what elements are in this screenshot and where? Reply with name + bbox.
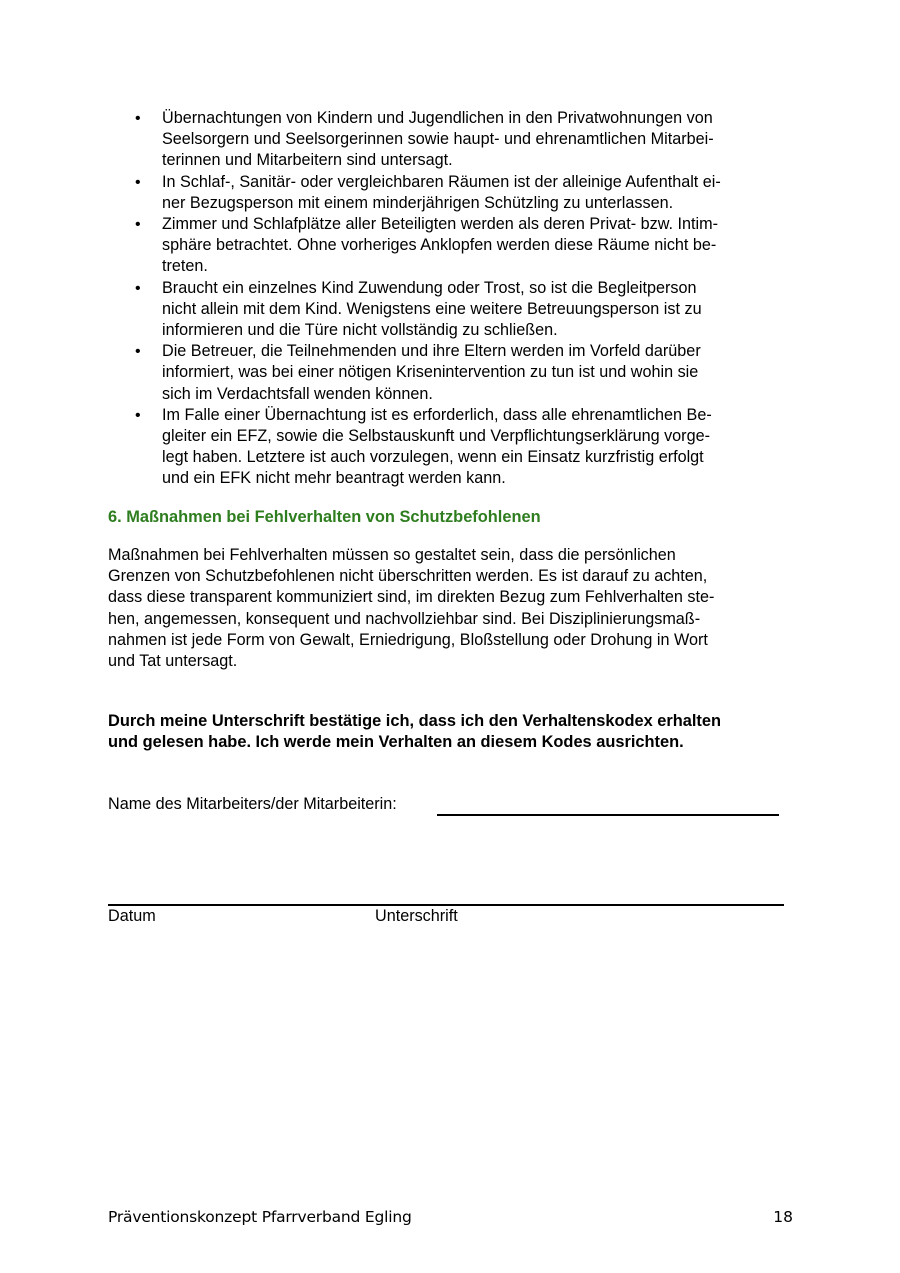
bullet-list [132,108,792,490]
list-item-line: sich im Verdachtsfall wenden können. [162,384,433,403]
list-item [132,172,792,214]
list-item-line: terinnen und Mitarbeitern sind untersagt. [162,151,453,170]
list-item-line: legt haben. Letztere ist auch vorzulegen, wenn ein Einsatz kurzfristig erfolgt [162,448,704,467]
list-item [132,214,792,278]
list-item-line: Übernachtungen von Kindern und Jugendlichen in den Privatwohnungen von [162,109,713,127]
bullet-icon: • [135,343,141,361]
section-heading: 6. Maßnahmen bei Fehlverhalten von Schutzbefohlenen [108,508,541,526]
list-item-line: informieren und die Türe nicht vollständig zu schließen. [162,321,558,340]
list-item-line: Die Betreuer, die Teilnehmenden und ihre Eltern werden im Vorfeld darüber [162,342,701,361]
list-item-line: sphäre betrachtet. Ohne vorheriges Anklopfen werden diese Räume nicht be- [162,236,717,255]
list-item-line: gleiter ein EFZ, sowie die Selbstauskunft und Verpflichtungserklärung vorge- [162,427,710,446]
date-signature-line[interactable] [108,904,784,906]
paragraph-line: Grenzen von Schutzbefohlenen nicht überschritten werden. Es ist darauf zu achten, [108,567,708,586]
list-item-line: Seelsorgern und Seelsorgerinnen sowie haupt- und ehrenamtlichen Mitarbei- [162,130,714,149]
confirmation-line: und gelesen habe. Ich werde mein Verhalten an diesem Kodes ausrichten. [108,733,684,752]
list-item-line: Zimmer und Schlafplätze aller Beteiligten werden als deren Privat- bzw. Intim- [162,215,719,234]
list-item-line: nicht allein mit dem Kind. Wenigstens eine weitere Betreuungsperson ist zu [162,299,702,318]
signature-label: Unterschrift [375,907,458,925]
confirmation-line: Durch meine Unterschrift bestätige ich, dass ich den Verhaltenskodex erhalten [108,712,722,730]
paragraph-line: hen, angemessen, konsequent und nachvollziehbar sind. Bei Disziplinierungsmaß- [108,609,701,628]
bullet-icon: • [135,406,141,424]
paragraph-line: nahmen ist jede Form von Gewalt, Erniedrigung, Bloßstellung oder Drohung in Wort [108,630,708,649]
list-item [132,405,792,490]
list-item-line: ner Bezugsperson mit einem minderjährigen Schützling zu unterlassen. [162,193,674,212]
list-item [132,108,792,172]
list-item [132,278,792,342]
paragraph-line: Maßnahmen bei Fehlverhalten müssen so gestaltet sein, dass die persönlichen [108,546,676,564]
list-item [132,341,792,405]
employee-name-field[interactable] [437,814,779,816]
bullet-icon: • [135,216,141,234]
list-item-line: Braucht ein einzelnes Kind Zuwendung oder Trost, so ist die Begleitperson [162,278,697,297]
list-item-line: und ein EFK nicht mehr beantragt werden kann. [162,469,506,488]
list-item-line: Im Falle einer Übernachtung ist es erforderlich, dass alle ehrenamtlichen Be- [162,405,712,424]
page-number: 18 [773,1208,793,1226]
bullet-icon: • [135,110,141,127]
list-item-line: informiert, was bei einer nötigen Krisenintervention zu tun ist und wohin sie [162,363,699,382]
confirmation-statement [108,711,808,754]
footer-title: Präventionskonzept Pfarrverband Egling [108,1208,412,1226]
bullet-icon: • [135,173,141,191]
paragraph-line: dass diese transparent kommuniziert sind, im direkten Bezug zum Fehlverhalten ste- [108,588,715,607]
list-item-line: In Schlaf-, Sanitär- oder vergleichbaren Räumen ist der alleinige Aufenthalt ei- [162,172,721,191]
employee-name-label: Name des Mitarbeiters/der Mitarbeiterin: [108,795,397,813]
list-item-line: treten. [162,257,208,276]
paragraph-line: und Tat untersagt. [108,652,238,671]
bullet-icon: • [135,279,141,297]
date-label: Datum [108,907,156,925]
section-paragraph [108,545,798,672]
